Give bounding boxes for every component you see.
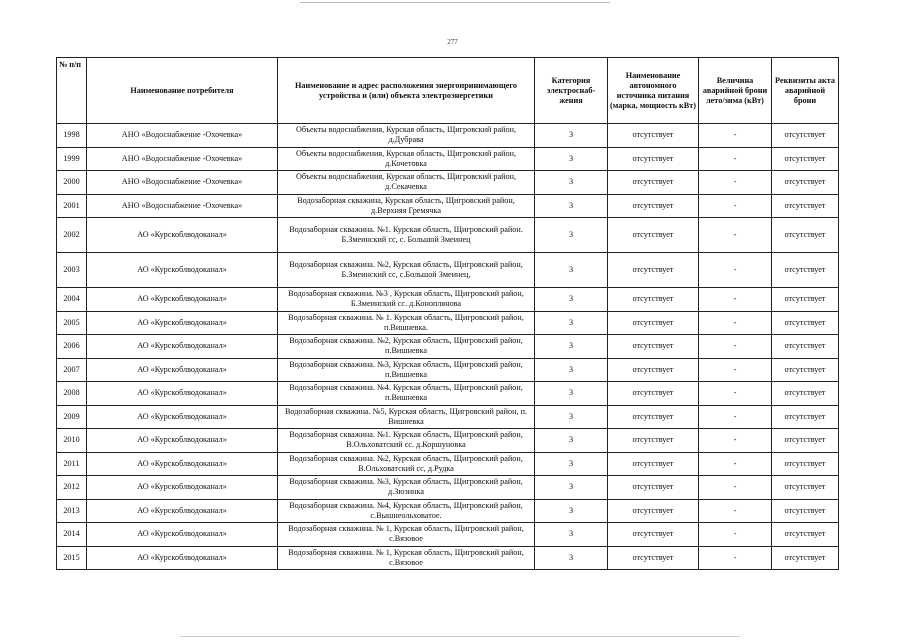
table-body — [57, 124, 839, 570]
reserve-value: - — [699, 288, 772, 312]
power-source: отсутствует — [608, 124, 699, 148]
act-details: отсутствует — [772, 452, 839, 476]
power-source: отсутствует — [608, 405, 699, 429]
object-address: Водозаборная скважина. №2, Курская область, Щигровский район, п.Вишневка — [278, 335, 535, 359]
act-details: отсутствует — [772, 335, 839, 359]
reserve-value: - — [699, 218, 772, 253]
consumer-name: АНО «Водоснабжение -Охочевка» — [87, 171, 278, 195]
object-address: Водозаборная скважина. №4, Курская область, Щигровский район, с.Вышнеольховатое. — [278, 499, 535, 523]
consumer-name: АО «Курскоблводоканал» — [87, 218, 278, 253]
table-row — [57, 405, 839, 429]
header-act: Реквизиты акта аварийной брони — [772, 58, 839, 124]
table-row — [57, 171, 839, 195]
table-row — [57, 147, 839, 171]
header-category: Категория электроснаб-жения — [535, 58, 608, 124]
row-number: 1999 — [57, 147, 87, 171]
power-source: отсутствует — [608, 171, 699, 195]
supply-category: 3 — [535, 171, 608, 195]
consumer-name: АО «Курскоблводоканал» — [87, 253, 278, 288]
header-object: Наименование и адрес расположения энергопринимающего устройства и (или) объекта электроэнергетики — [278, 58, 535, 124]
act-details: отсутствует — [772, 382, 839, 406]
act-details: отсутствует — [772, 147, 839, 171]
object-address: Водозаборная скважина. №4. Курская область, Щигровский район, п.Вишневка — [278, 382, 535, 406]
act-details: отсутствует — [772, 546, 839, 570]
table-row — [57, 499, 839, 523]
table-row — [57, 429, 839, 453]
object-address: Водозаборная скважина. №3 , Курская область, Щигровский район, Б.Змеинский сс. д.Коноплянова — [278, 288, 535, 312]
act-details: отсутствует — [772, 288, 839, 312]
supply-category: 3 — [535, 147, 608, 171]
supply-category: 3 — [535, 523, 608, 547]
power-source: отсутствует — [608, 335, 699, 359]
act-details: отсутствует — [772, 476, 839, 500]
table-row — [57, 523, 839, 547]
reserve-value: - — [699, 253, 772, 288]
header-consumer: Наименование потребителя — [87, 58, 278, 124]
supply-category: 3 — [535, 358, 608, 382]
supply-category: 3 — [535, 253, 608, 288]
supply-category: 3 — [535, 452, 608, 476]
row-number: 2000 — [57, 171, 87, 195]
power-source: отсутствует — [608, 546, 699, 570]
object-address: Объекты водоснабжения, Курская область, Щигровский район, д.Дубрава — [278, 124, 535, 148]
row-number: 2014 — [57, 523, 87, 547]
supply-category: 3 — [535, 546, 608, 570]
table-row — [57, 194, 839, 218]
row-number: 2011 — [57, 452, 87, 476]
consumer-name: АО «Курскоблводоканал» — [87, 546, 278, 570]
act-details: отсутствует — [772, 124, 839, 148]
consumer-name: АО «Курскоблводоканал» — [87, 499, 278, 523]
reserve-value: - — [699, 546, 772, 570]
power-source: отсутствует — [608, 311, 699, 335]
table-row — [57, 124, 839, 148]
object-address: Водозаборная скважина. №2, Курская область, Щигровский район, В.Ольховатский сс, д.Рудка — [278, 452, 535, 476]
object-address: Водозаборная скважина. № 1, Курская область, Щигровский район, с.Вязовое — [278, 546, 535, 570]
table-row — [57, 218, 839, 253]
act-details: отсутствует — [772, 311, 839, 335]
reserve-value: - — [699, 147, 772, 171]
reserve-value: - — [699, 311, 772, 335]
reserve-value: - — [699, 476, 772, 500]
table-row — [57, 288, 839, 312]
reserve-value: - — [699, 382, 772, 406]
page-number: 277 — [447, 38, 458, 46]
supply-category: 3 — [535, 288, 608, 312]
power-source: отсутствует — [608, 429, 699, 453]
row-number: 2002 — [57, 218, 87, 253]
power-source: отсутствует — [608, 147, 699, 171]
object-address: Водозаборная скважина. №5, Курская область, Щигровский район, п. Вишневка — [278, 405, 535, 429]
reserve-value: - — [699, 452, 772, 476]
power-source: отсутствует — [608, 218, 699, 253]
row-number: 1998 — [57, 124, 87, 148]
consumer-name: АО «Курскоблводоканал» — [87, 311, 278, 335]
table-row — [57, 253, 839, 288]
row-number: 2006 — [57, 335, 87, 359]
reserve-table — [56, 57, 839, 570]
table-row — [57, 476, 839, 500]
object-address: Водозаборная скважина. №3, Курская область, Щигровский район, п.Вишневка — [278, 358, 535, 382]
object-address: Водозаборная скважина. № 1, Курская область, Щигровский район, с.Вязовое — [278, 523, 535, 547]
header-power-source: Наименование автономного источника питания (марка, мощность кВт) — [608, 58, 699, 124]
object-address: Водозаборная скважина. №3, Курская область, Щигровский район, д.Зюзинка — [278, 476, 535, 500]
consumer-name: АО «Курскоблводоканал» — [87, 523, 278, 547]
object-address: Водозаборная скважина. №2, Курская область, Щигровский район, Б.Змеинский сс, с.Большой Змеинец, — [278, 253, 535, 288]
act-details: отсутствует — [772, 218, 839, 253]
power-source: отсутствует — [608, 253, 699, 288]
table-row — [57, 335, 839, 359]
act-details: отсутствует — [772, 499, 839, 523]
object-address: Водозаборная скважина. №1. Курская область, Щигровский район, В.Ольховатский сс. д.Коршуновка — [278, 429, 535, 453]
reserve-value: - — [699, 171, 772, 195]
reserve-value: - — [699, 429, 772, 453]
act-details: отсутствует — [772, 194, 839, 218]
object-address: Водозаборная скважина. №1. Курская область, Щигровский район. Б.Змеинский сс, с. Большой Змеинец — [278, 218, 535, 253]
reserve-value: - — [699, 523, 772, 547]
header-row — [57, 58, 839, 124]
row-number: 2008 — [57, 382, 87, 406]
supply-category: 3 — [535, 194, 608, 218]
reserve-value: - — [699, 499, 772, 523]
reserve-value: - — [699, 124, 772, 148]
power-source: отсутствует — [608, 194, 699, 218]
power-source: отсутствует — [608, 288, 699, 312]
supply-category: 3 — [535, 218, 608, 253]
power-source: отсутствует — [608, 476, 699, 500]
object-address: Водозаборная скважина, Курская область, Щигровский район, д.Верхняя Гремячка — [278, 194, 535, 218]
bottom-edge-line — [180, 636, 740, 637]
reserve-value: - — [699, 335, 772, 359]
supply-category: 3 — [535, 382, 608, 406]
supply-category: 3 — [535, 476, 608, 500]
supply-category: 3 — [535, 311, 608, 335]
power-source: отсутствует — [608, 452, 699, 476]
reserve-value: - — [699, 358, 772, 382]
supply-category: 3 — [535, 405, 608, 429]
supply-category: 3 — [535, 429, 608, 453]
table-row — [57, 382, 839, 406]
consumer-name: АНО «Водоснабжение -Охочевка» — [87, 147, 278, 171]
consumer-name: АНО «Водоснабжение -Охочевка» — [87, 124, 278, 148]
row-number: 2004 — [57, 288, 87, 312]
consumer-name: АО «Курскоблводоканал» — [87, 405, 278, 429]
act-details: отсутствует — [772, 253, 839, 288]
row-number: 2007 — [57, 358, 87, 382]
consumer-name: АО «Курскоблводоканал» — [87, 476, 278, 500]
row-number: 2003 — [57, 253, 87, 288]
act-details: отсутствует — [772, 429, 839, 453]
object-address: Водозаборная скважина. № 1. Курская область, Щигровский район, п.Вишневка. — [278, 311, 535, 335]
row-number: 2005 — [57, 311, 87, 335]
row-number: 2001 — [57, 194, 87, 218]
header-reserve: Величина аварийной брони лето/зима (кВт) — [699, 58, 772, 124]
row-number: 2012 — [57, 476, 87, 500]
row-number: 2010 — [57, 429, 87, 453]
consumer-name: АО «Курскоблводоканал» — [87, 335, 278, 359]
reserve-value: - — [699, 194, 772, 218]
consumer-name: АО «Курскоблводоканал» — [87, 358, 278, 382]
table-row — [57, 358, 839, 382]
table-row — [57, 311, 839, 335]
reserve-value: - — [699, 405, 772, 429]
row-number: 2009 — [57, 405, 87, 429]
supply-category: 3 — [535, 335, 608, 359]
object-address: Объекты водоснабжения, Курская область, Щигровский район, д.Секачевка — [278, 171, 535, 195]
act-details: отсутствует — [772, 171, 839, 195]
header-number: № п/п — [57, 58, 87, 124]
consumer-name: АО «Курскоблводоканал» — [87, 382, 278, 406]
consumer-name: АО «Курскоблводоканал» — [87, 288, 278, 312]
consumer-name: АО «Курскоблводоканал» — [87, 429, 278, 453]
power-source: отсутствует — [608, 358, 699, 382]
act-details: отсутствует — [772, 405, 839, 429]
row-number: 2015 — [57, 546, 87, 570]
table-row — [57, 546, 839, 570]
row-number: 2013 — [57, 499, 87, 523]
supply-category: 3 — [535, 499, 608, 523]
object-address: Объекты водоснабжения, Курская область, Щигровский район, д.Кочетовка — [278, 147, 535, 171]
consumer-name: АНО «Водоснабжение -Охочевка» — [87, 194, 278, 218]
act-details: отсутствует — [772, 358, 839, 382]
consumer-name: АО «Курскоблводоканал» — [87, 452, 278, 476]
power-source: отсутствует — [608, 382, 699, 406]
supply-category: 3 — [535, 124, 608, 148]
act-details: отсутствует — [772, 523, 839, 547]
table-row — [57, 452, 839, 476]
power-source: отсутствует — [608, 523, 699, 547]
power-source: отсутствует — [608, 499, 699, 523]
top-edge-line — [300, 2, 610, 3]
